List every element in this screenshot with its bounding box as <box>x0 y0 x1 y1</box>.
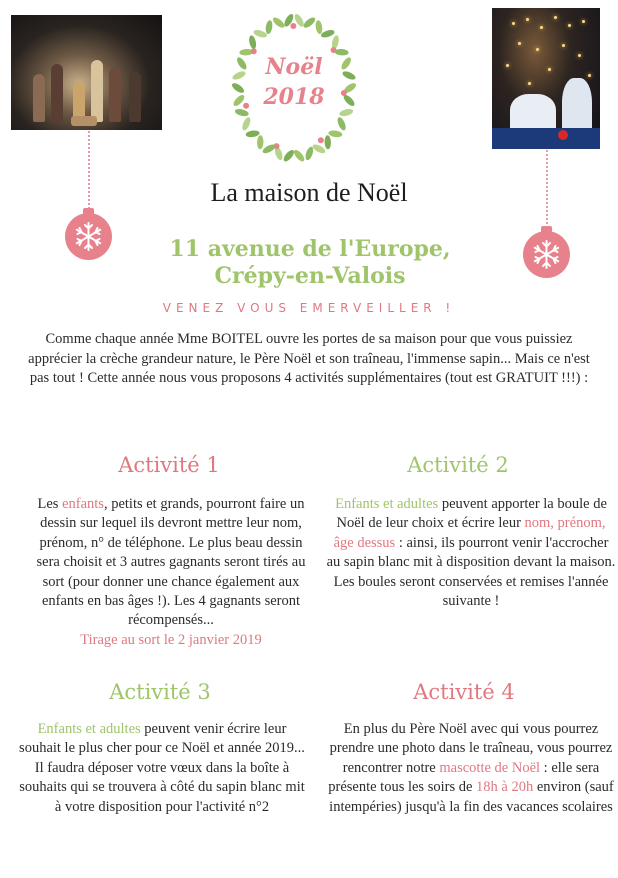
activity-4-highlight-mascot: mascotte de Noël <box>439 759 541 776</box>
snowflake-icon <box>531 239 562 270</box>
wreath-title-year: 2018 <box>263 84 325 110</box>
wreath-berry <box>290 23 296 29</box>
wreath-leaf <box>328 130 343 138</box>
activity-4-text-part: environ (sauf intempéries) jusqu'à la fin des vacances scolaires <box>329 779 614 815</box>
activity-3-text-part: peuvent venir écrire leur souhait le plus cher pour ce Noël et année 2019... Il faudra déposer votre vœux dans la boîte à souhaits qui se trouvera à côté du sapin blanc mit à votre disposition pour l'activité n°2 <box>19 721 305 815</box>
wreath-leaf <box>245 130 260 138</box>
wreath-leaf <box>311 143 326 155</box>
activity-1-title: Activité 1 <box>118 453 220 477</box>
wreath-title <box>225 52 363 112</box>
wreath-leaf <box>304 146 315 161</box>
wreath-leaf <box>336 116 347 131</box>
address <box>140 236 480 290</box>
wreath-leaf <box>271 16 286 30</box>
wreath-leaf <box>265 20 273 35</box>
activity-2-text-part: peuvent apporter la boule de Noël de leur choix et écrire leur <box>336 496 607 532</box>
activity-3-highlight-audience: Enfants et adultes <box>37 721 141 737</box>
page-title: La maison de Noël <box>210 178 408 207</box>
activity-2-text <box>326 495 616 611</box>
snowflake-ornament-right <box>523 231 570 278</box>
activity-3-text <box>17 720 307 817</box>
wreath-leaf <box>292 148 306 163</box>
tagline: VENEZ VOUS EMERVEILLER ! <box>162 301 456 315</box>
address-city: Crépy-en-Valois <box>214 263 406 289</box>
snowflake-ornament-left <box>65 213 112 260</box>
activity-1-text-part: Les <box>37 496 63 512</box>
wreath-leaf <box>320 29 335 39</box>
wreath-leaf <box>324 135 331 149</box>
wreath-leaf <box>282 148 296 163</box>
address-street: 11 avenue de l'Europe, <box>169 236 451 262</box>
wreath-leaf <box>257 135 264 149</box>
wreath-leaf <box>315 20 323 35</box>
activity-4-text-part: : elle sera présente tous les soirs de <box>328 759 600 796</box>
activity-4-text-part: En plus du Père Noël avec qui vous pourrez prendre une photo dans le traîneau, vous pourrez rencontrer notre <box>329 721 613 776</box>
nativity-photo <box>11 15 162 130</box>
activity-2-highlight-details: nom, prénom, âge dessus <box>333 515 606 551</box>
activity-3-title: Activité 3 <box>109 680 211 704</box>
activity-1-highlight-draw-date: Tirage au sort le 2 janvier 2019 <box>80 631 262 648</box>
activity-1-text-part: , petits et grands, pourront faire un dessin sur lequel ils devront mettre leur nom, prénom, n° de téléphone. Le plus beau dessin sera choisit et 3 autres gagnants seront tirés au sort (pour donner une chance également aux enfants en bas âges !). Les 4 gagnants seront récompensés... <box>36 496 306 629</box>
wreath-title-noel: Noël <box>265 54 323 80</box>
wreath-leaf <box>241 116 252 131</box>
intro-paragraph: Comme chaque année Mme BOITEL ouvre les portes de sa maison pour que vous puissiez apprécier la crèche grandeur nature, le Père Noël et son traîneau, l'immense sapin... Mais ce n'est pas tout ! Cette année nous vous proposons 4 activités supplémentaires (tout est GRATUIT !!!) : <box>28 331 590 386</box>
activity-2-highlight-audience: Enfants et adultes <box>335 496 439 512</box>
wreath-leaf <box>302 16 317 30</box>
activity-2-title: Activité 2 <box>407 453 509 477</box>
wreath-berry <box>318 137 324 143</box>
snowflake-icon <box>73 221 104 252</box>
activity-4-text <box>326 720 616 817</box>
activity-1-text <box>26 495 316 650</box>
wreath-leaf <box>253 29 268 39</box>
activity-4-title: Activité 4 <box>413 680 515 704</box>
activity-1-highlight-children: enfants <box>62 496 104 512</box>
christmas-lights-photo <box>492 8 600 149</box>
activity-2-text-part: : ainsi, ils pourront venir l'accrocher au sapin blanc mit à disposition devant la maison. Les boules seront conservées et remises l'année suivante ! <box>326 534 616 610</box>
activity-4-highlight-hours: 18h à 20h <box>476 779 534 796</box>
wreath-leaf <box>248 35 257 50</box>
